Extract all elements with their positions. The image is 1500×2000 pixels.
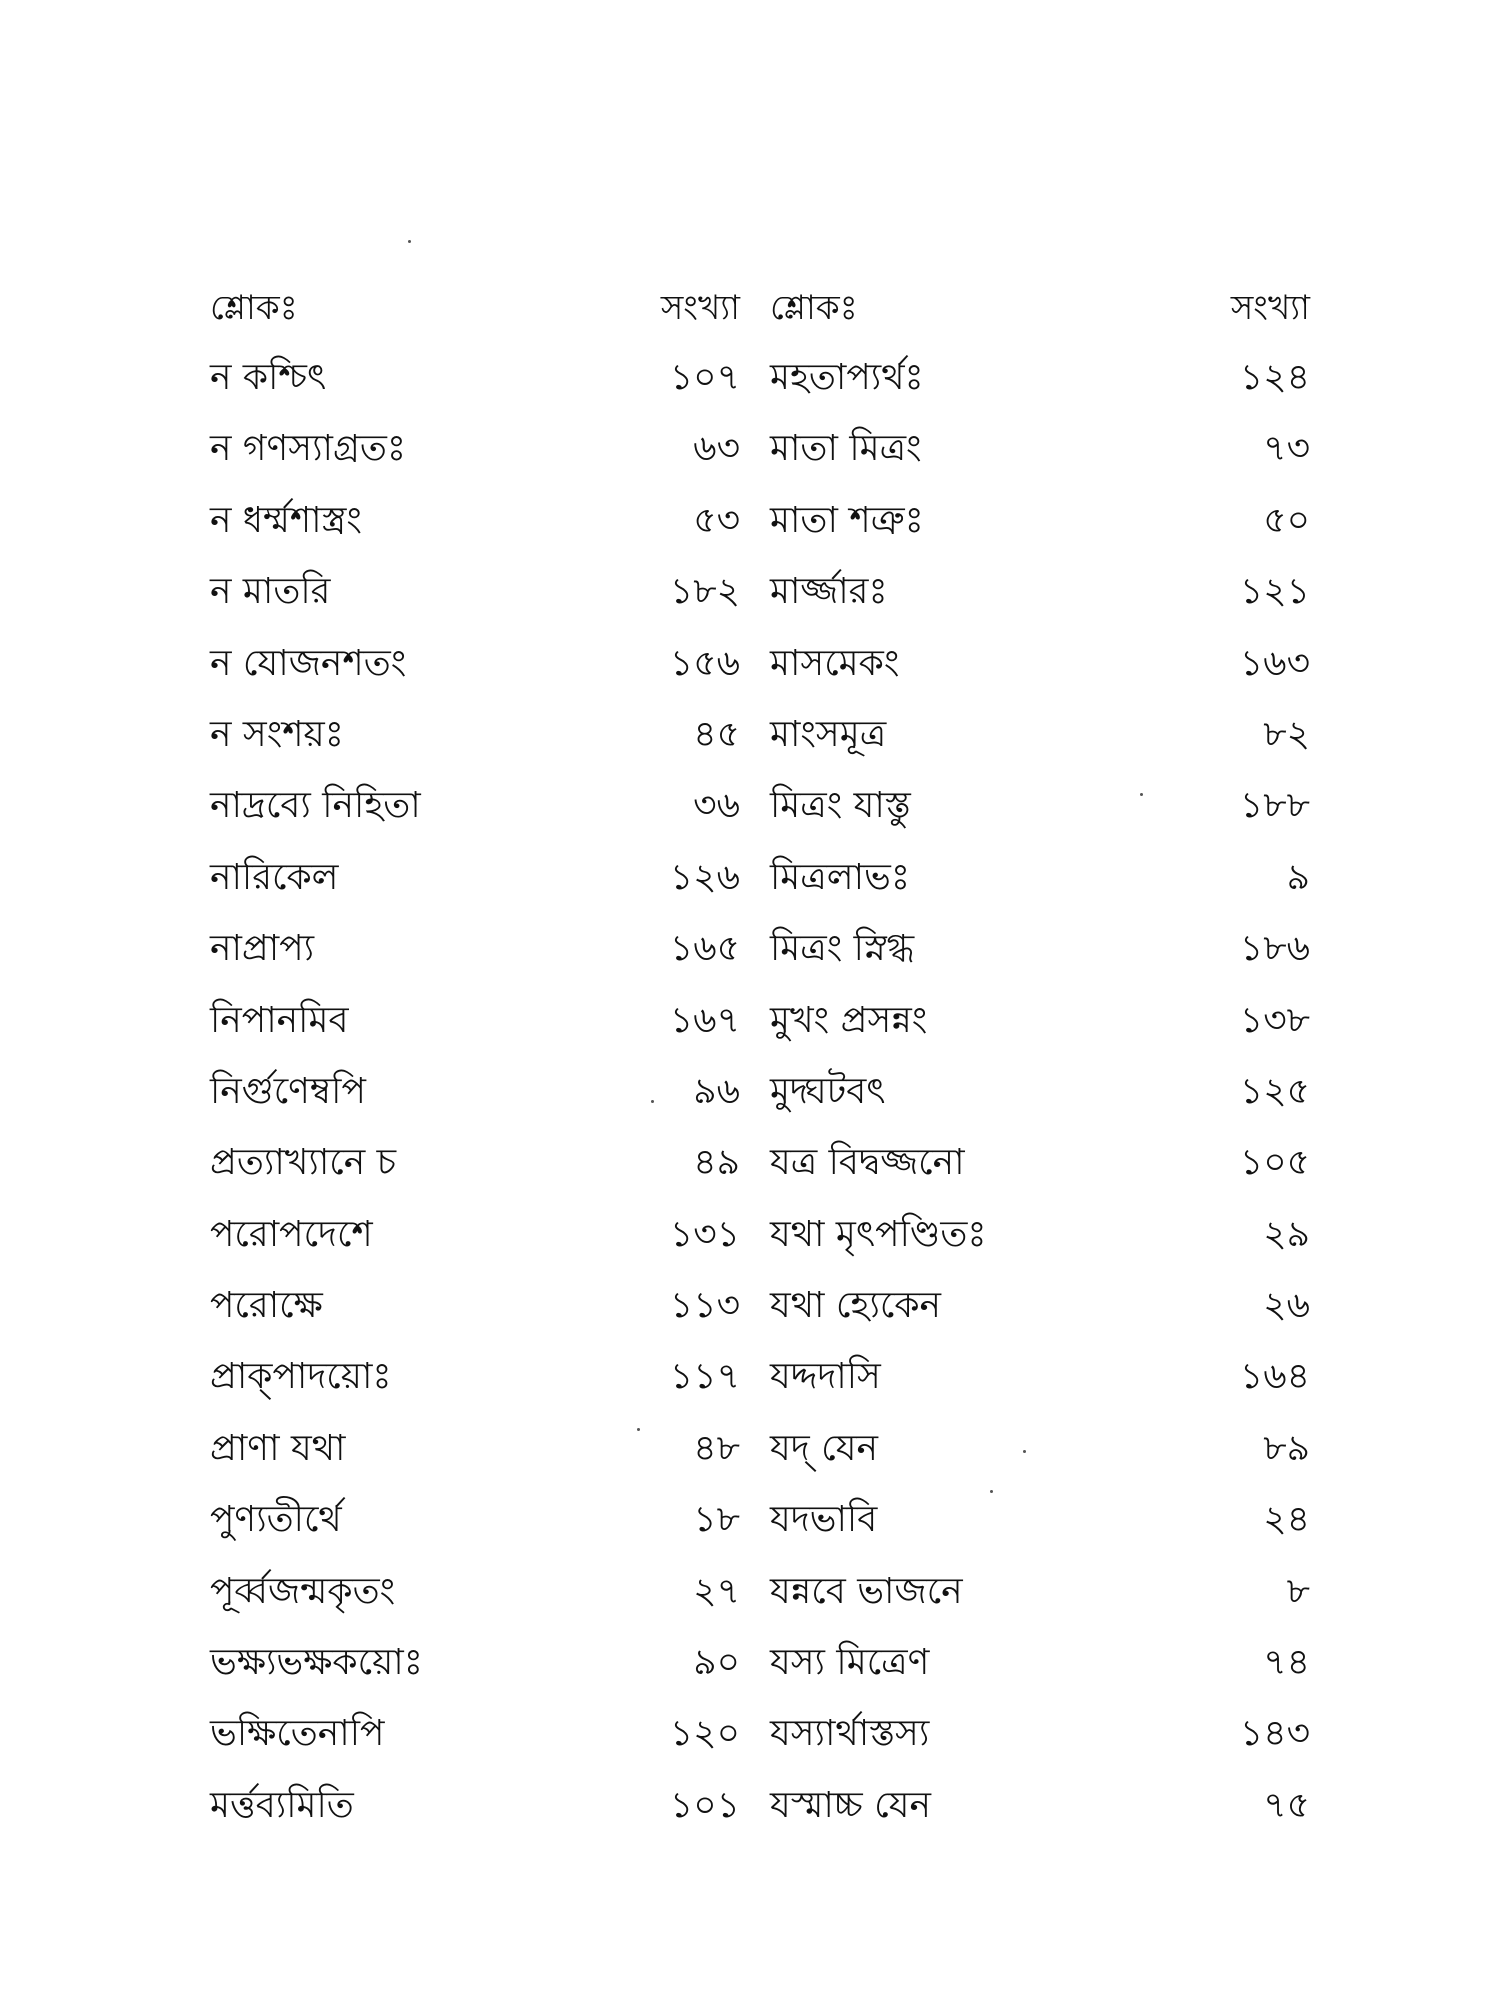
table-row [0, 1133, 1500, 1204]
number-right: ৮ [1286, 1570, 1310, 1612]
number-right: ৫০ [1263, 499, 1310, 541]
sloka-left: নিপানমিব [210, 999, 349, 1041]
number-left: ৯৬ [693, 1070, 740, 1112]
table-row [0, 991, 1500, 1062]
sloka-right: মাংসমূত্র [770, 713, 887, 755]
table-header [0, 278, 1500, 338]
number-right: ৭৩ [1263, 428, 1310, 470]
sloka-right: মার্জ্জারঃ [770, 571, 888, 613]
number-right: ১২৪ [1239, 357, 1310, 398]
table-row [0, 1633, 1500, 1704]
sloka-right: যদ্দদাসি [770, 1356, 881, 1398]
sloka-left: প্রাণা যথা [210, 1427, 346, 1469]
index-list [0, 348, 1500, 1847]
number-left: ১২০ [669, 1713, 740, 1755]
sloka-left: ন সংশয়ঃ [210, 713, 344, 755]
number-right: ২৬ [1263, 1285, 1310, 1327]
number-right: ১২১ [1239, 571, 1310, 613]
table-row [0, 1490, 1500, 1561]
header-number-right: সংখ্যা [1230, 288, 1310, 328]
sloka-left: পুণ্যতীর্থে [210, 1499, 342, 1541]
number-left: ১২৬ [669, 856, 740, 898]
sloka-right: মিত্রং স্নিগ্ধ [770, 928, 915, 970]
number-right: ১৬৪ [1239, 1356, 1310, 1398]
scan-speck [408, 240, 411, 243]
number-right: ১৮৬ [1239, 928, 1310, 970]
sloka-right: মাতা শত্রুঃ [770, 499, 924, 541]
sloka-left: ন গণস্যাগ্রতঃ [210, 428, 407, 470]
sloka-left: নারিকেল [210, 856, 339, 898]
sloka-left: ন যোজনশতং [210, 642, 407, 684]
number-right: ১৪৩ [1239, 1713, 1310, 1755]
number-right: ৭৪ [1263, 1642, 1310, 1684]
number-left: ৩৬ [693, 785, 740, 827]
sloka-left: নাদ্রব্যে নিহিতা [210, 785, 421, 827]
sloka-left: প্রাক্পাদয়োঃ [210, 1356, 392, 1398]
number-right: ৮২ [1263, 713, 1310, 755]
sloka-right: যদভাবি [770, 1499, 878, 1541]
number-left: ২৭ [693, 1570, 740, 1612]
sloka-right: মহতাপ্যর্থঃ [770, 357, 924, 398]
sloka-right: যস্যার্থাস্তস্য [770, 1713, 930, 1755]
table-row [0, 419, 1500, 490]
table-row [0, 1776, 1500, 1847]
number-right: ১২৫ [1239, 1070, 1310, 1112]
header-sloka-left: শ্লোকঃ [210, 288, 298, 328]
sloka-left: মর্ত্তব্যমিতি [210, 1784, 354, 1826]
table-row [0, 348, 1500, 419]
number-left: ১১৭ [669, 1356, 740, 1398]
number-left: ১৬৭ [669, 999, 740, 1041]
number-left: ১০১ [669, 1784, 740, 1826]
header-number-left: সংখ্যা [660, 288, 740, 328]
number-right: ৯ [1286, 856, 1310, 898]
number-left: ১৮২ [669, 571, 740, 613]
sloka-right: যথা হ্যেকেন [770, 1285, 942, 1327]
sloka-right: মুখং প্রসন্নং [770, 999, 928, 1041]
table-row [0, 1562, 1500, 1633]
number-left: ১০৭ [669, 357, 740, 398]
number-left: ১৩১ [669, 1213, 740, 1255]
header-sloka-right: শ্লোকঃ [770, 288, 858, 328]
table-row [0, 1704, 1500, 1775]
sloka-right: যস্য মিত্রেণ [770, 1642, 930, 1684]
sloka-left: নির্গুণেম্বপি [210, 1070, 366, 1112]
number-right: ১৬৩ [1239, 642, 1310, 684]
sloka-left: পরোক্ষে [210, 1285, 323, 1327]
number-left: ৪৮ [693, 1427, 740, 1469]
table-row [0, 1062, 1500, 1133]
sloka-right: মিত্রং যাস্তু [770, 785, 911, 827]
number-right: ২৪ [1263, 1499, 1310, 1541]
number-left: ১৫৬ [669, 642, 740, 684]
sloka-left: নাপ্রাপ্য [210, 928, 315, 970]
number-right: ১৮৮ [1239, 785, 1310, 827]
table-row [0, 634, 1500, 705]
sloka-left: প্রত্যাখ্যানে চ [210, 1142, 397, 1184]
number-right: ৭৫ [1263, 1784, 1310, 1826]
number-left: ৪৫ [693, 713, 740, 755]
sloka-left: ভক্ষিতেনাপি [210, 1713, 385, 1755]
sloka-left: পূর্ব্বজন্মকৃতং [210, 1570, 396, 1612]
sloka-right: মাসমেকং [770, 642, 900, 684]
table-row [0, 848, 1500, 919]
table-row [0, 491, 1500, 562]
table-row [0, 919, 1500, 990]
number-left: ১১৩ [669, 1285, 740, 1327]
table-row [0, 562, 1500, 633]
sloka-right: যস্মাচ্চ যেন [770, 1784, 931, 1826]
sloka-right: মিত্রলাভঃ [770, 856, 911, 898]
table-row [0, 1347, 1500, 1418]
table-row [0, 705, 1500, 776]
number-right: ১০৫ [1239, 1142, 1310, 1184]
sloka-left: পরোপদেশে [210, 1213, 373, 1255]
sloka-right: যথা মৃৎপণ্ডিতঃ [770, 1213, 987, 1255]
number-left: ৪৯ [693, 1142, 740, 1184]
number-left: ৫৩ [693, 499, 740, 541]
sloka-right: যন্নবে ভাজনে [770, 1570, 963, 1612]
number-left: ৯০ [693, 1642, 740, 1684]
table-row [0, 1276, 1500, 1347]
sloka-right: যদ্ যেন [770, 1427, 878, 1469]
number-left: ১৮ [693, 1499, 740, 1541]
number-left: ৬৩ [693, 428, 740, 470]
table-row [0, 1205, 1500, 1276]
number-right: ৮৯ [1263, 1427, 1310, 1469]
sloka-left: ন কশ্চিৎ [210, 357, 327, 398]
table-row [0, 1419, 1500, 1490]
number-right: ২৯ [1263, 1213, 1310, 1255]
sloka-right: যত্র বিদ্বজ্জনো [770, 1142, 965, 1184]
sloka-left: ন ধর্ম্মশাস্ত্রং [210, 499, 362, 541]
number-left: ১৬৫ [669, 928, 740, 970]
sloka-left: ভক্ষ্যভক্ষকয়োঃ [210, 1642, 423, 1684]
number-right: ১৩৮ [1239, 999, 1310, 1041]
table-row [0, 776, 1500, 847]
sloka-right: মাতা মিত্রং [770, 428, 922, 470]
sloka-left: ন মাতরি [210, 571, 331, 613]
sloka-right: মুদ্ঘটবৎ [770, 1070, 886, 1112]
